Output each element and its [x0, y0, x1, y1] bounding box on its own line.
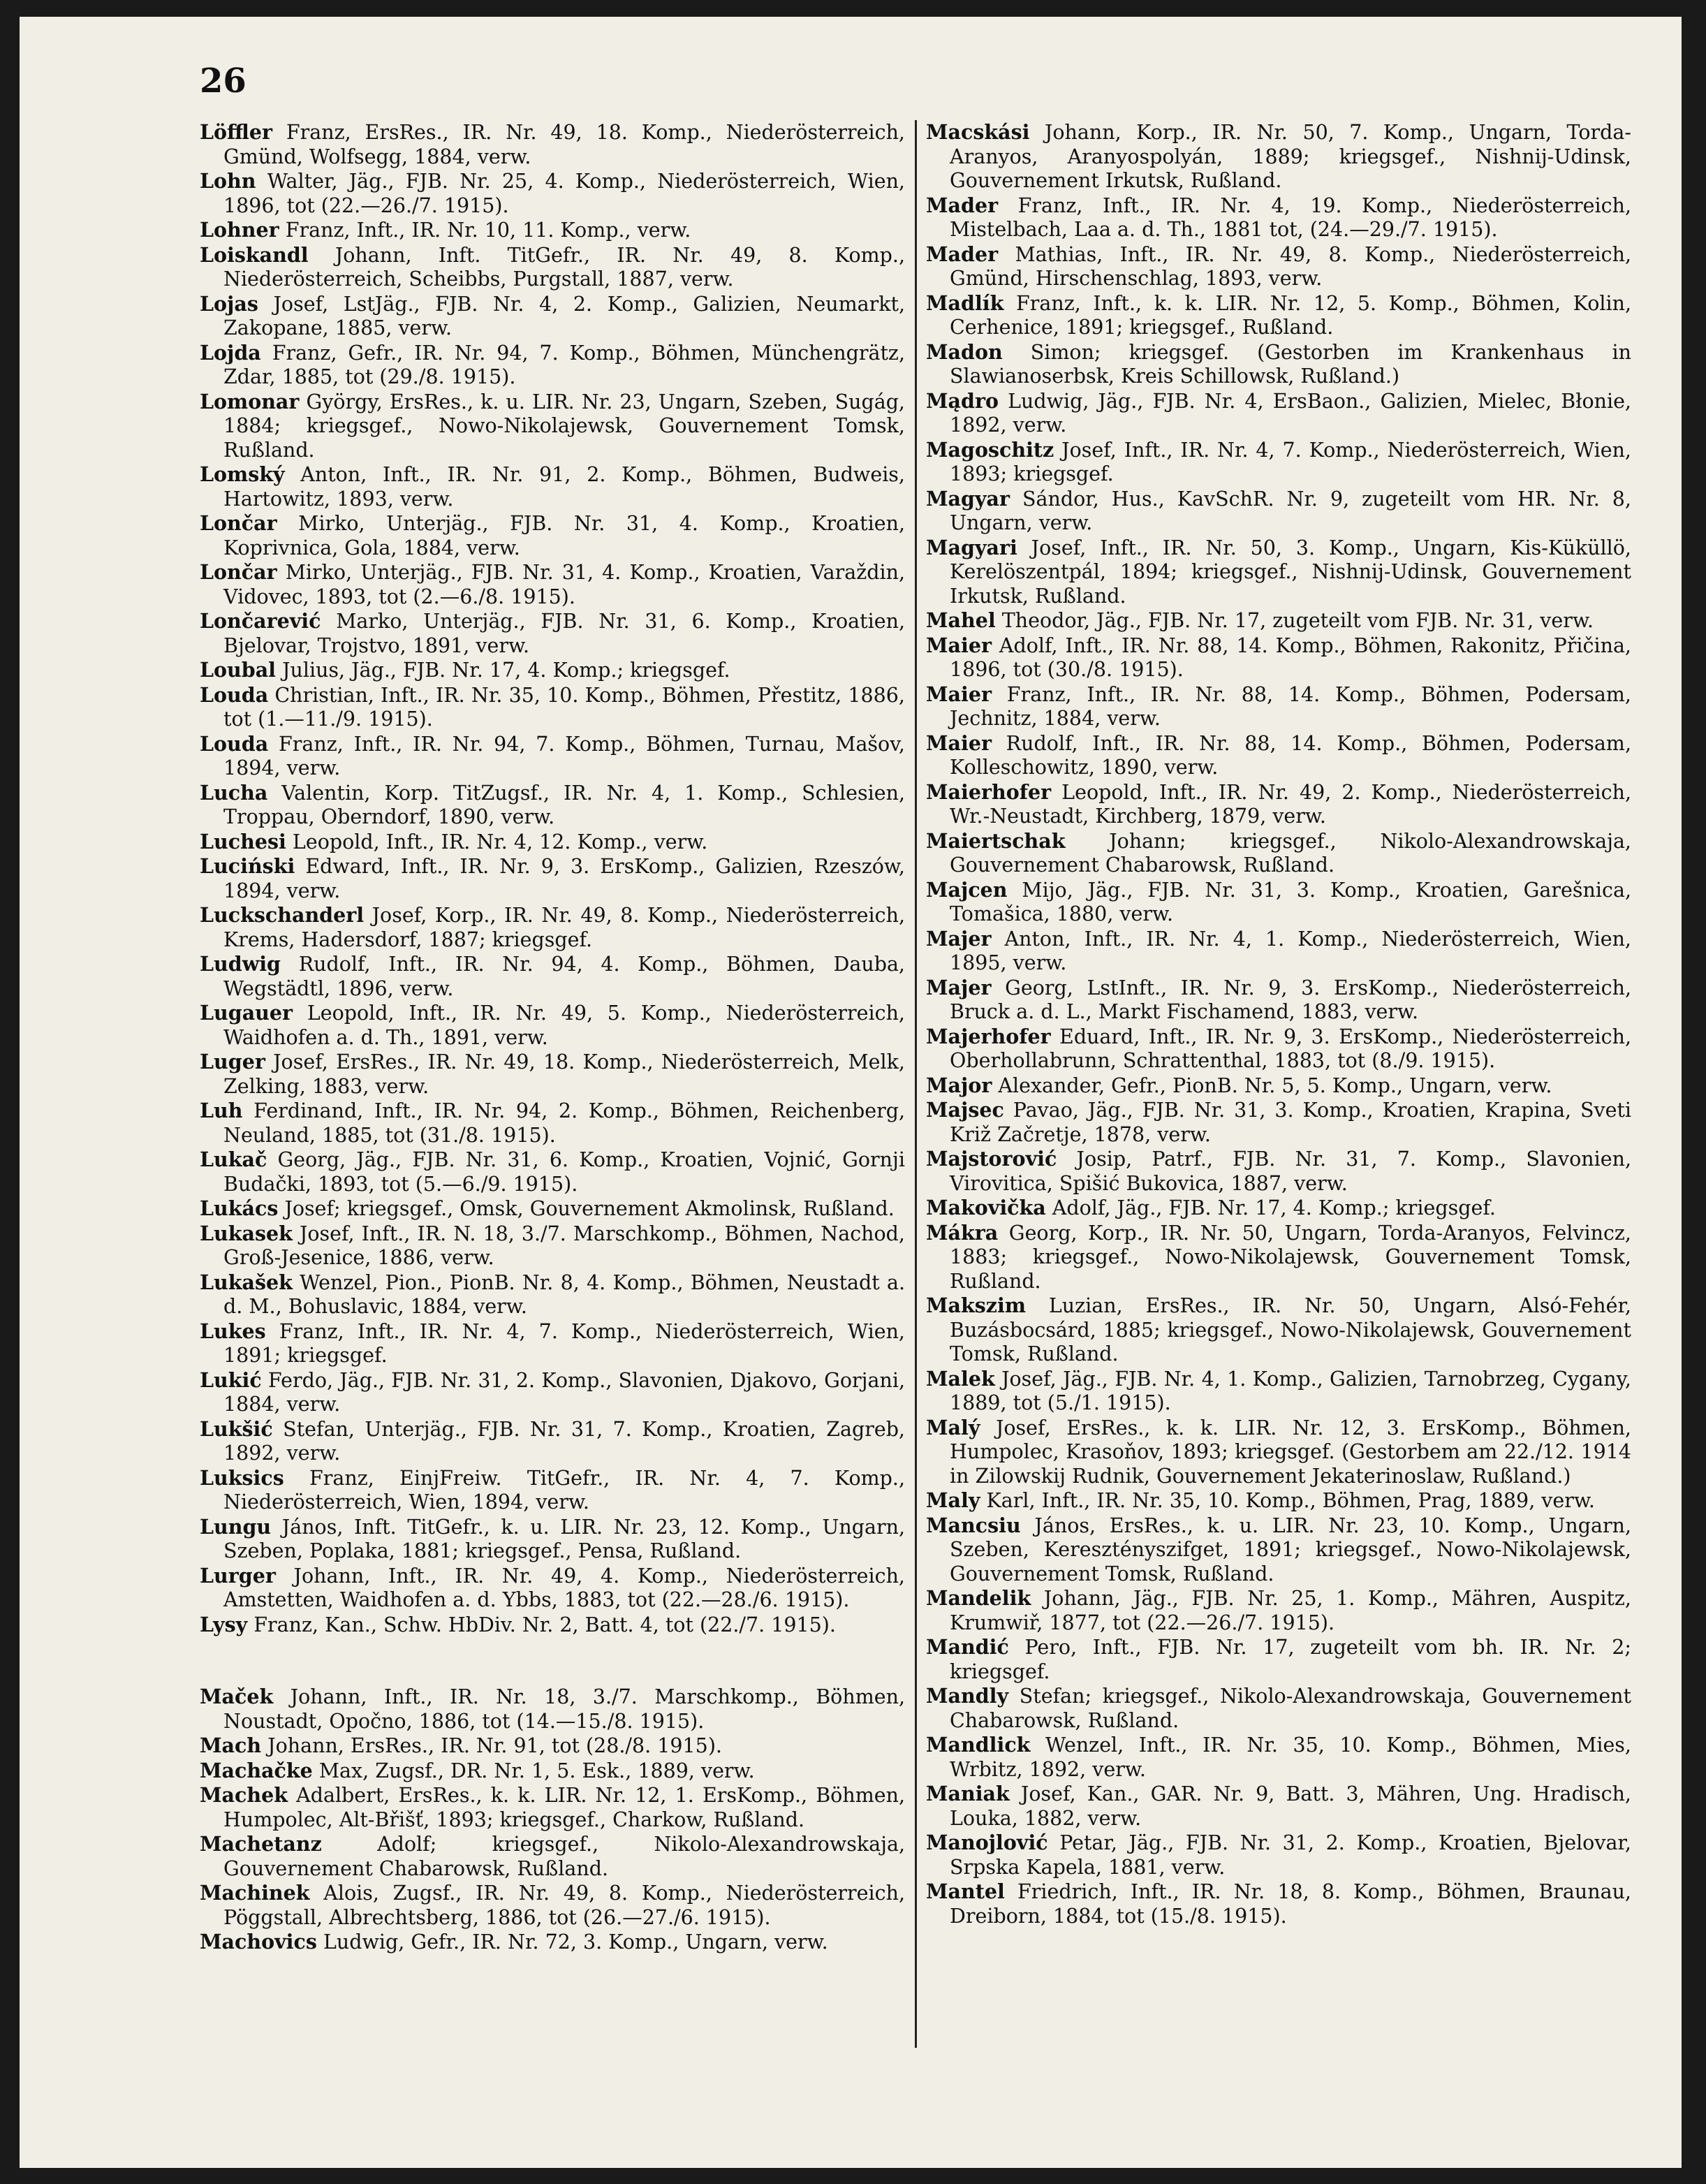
entry-details: Marko, Unterjäg., FJB. Nr. 31, 6. Komp., Kroatien, Bjelovar, Trojstvo, 1891, verw. — [223, 610, 906, 657]
register-entry — [926, 1221, 1631, 1294]
register-entry — [200, 1734, 905, 1759]
register-entry — [926, 1635, 1631, 1684]
section-gap — [200, 1637, 905, 1685]
entry-surname: Lungu — [200, 1514, 272, 1539]
entry-details: Ludwig, Jäg., FJB. Nr. 4, ErsBaon., Galizien, Mielec, Błonie, 1892, verw. — [950, 389, 1631, 437]
entry-surname: Mantel — [926, 1879, 1005, 1903]
entry-list-right — [926, 120, 1631, 1928]
register-entry — [200, 1319, 905, 1368]
entry-surname: Lukes — [200, 1319, 266, 1343]
entry-details: Ferdinand, Inft., IR. Nr. 94, 2. Komp., Böhmen, Reichenberg, Neuland, 1885, tot (31./8. 1915). — [223, 1099, 905, 1147]
entry-surname: Luchesi — [200, 829, 286, 853]
entry-details: Georg, Jäg., FJB. Nr. 31, 6. Komp., Kroatien, Vojnić, Gornji Budački, 1893, tot (5.—6./9. 1915). — [223, 1148, 905, 1196]
entry-details: Josef, Inft., IR. Nr. 4, 7. Komp., Niederösterreich, Wien, 1893; kriegsgef. — [950, 438, 1631, 485]
register-entry — [926, 927, 1631, 976]
register-entry — [926, 608, 1631, 633]
entry-list-l-group — [200, 120, 905, 1637]
entry-surname: Machačke — [200, 1758, 313, 1782]
entry-surname: Mandelik — [926, 1586, 1031, 1610]
register-entry — [926, 340, 1631, 389]
entry-surname: Lojda — [200, 340, 261, 365]
entry-details: Rudolf, Inft., IR. Nr. 88, 14. Komp., Böhmen, Podersam, Kolleschowitz, 1890, verw. — [950, 731, 1632, 779]
entry-details: János, ErsRes., k. u. LIR. Nr. 23, 10. Komp., Ungarn, Szeben, Keresztényszifget, 1891; kriegsgef., Nowo-Nikolajewsk, Gouvernement Tomsk, Rußland. — [950, 1514, 1632, 1585]
register-entry — [200, 169, 905, 218]
register-entry — [200, 1417, 905, 1466]
register-entry — [926, 1586, 1631, 1635]
entry-surname: Machetanz — [200, 1832, 322, 1856]
entry-surname: Macskási — [926, 120, 1030, 144]
entry-details: Franz, Kan., Schw. HbDiv. Nr. 2, Batt. 4, tot (22./7. 1915). — [253, 1613, 836, 1636]
entry-surname: Maier — [926, 682, 992, 706]
entry-details: Walter, Jäg., FJB. Nr. 25, 4. Komp., Niederösterreich, Wien, 1896, tot (22.—26./7. 1915). — [223, 170, 905, 217]
register-entry — [926, 1879, 1631, 1928]
entry-surname: Luksics — [200, 1465, 284, 1490]
entry-surname: Major — [926, 1073, 992, 1097]
entry-details: Stefan, Unterjäg., FJB. Nr. 31, 7. Komp., Kroatien, Zagreb, 1892, verw. — [223, 1417, 905, 1465]
entry-details: Franz, Inft., k. k. LIR. Nr. 12, 5. Komp., Böhmen, Kolin, Cerhenice, 1891; kriegsgef., Rußland. — [950, 291, 1631, 339]
entry-surname: Lomský — [200, 462, 285, 486]
entry-surname: Maiertschak — [926, 828, 1066, 853]
entry-surname: Lukić — [200, 1368, 262, 1392]
entry-surname: Magyari — [926, 535, 1017, 559]
entry-details: Anton, Inft., IR. Nr. 4, 1. Komp., Niederösterreich, Wien, 1895, verw. — [950, 927, 1631, 974]
entry-details: Karl, Inft., IR. Nr. 35, 10. Komp., Böhmen, Prag, 1889, verw. — [986, 1489, 1595, 1512]
page-scan — [20, 17, 1682, 2168]
entry-surname: Lukács — [200, 1196, 279, 1220]
register-entry — [926, 242, 1631, 291]
entry-details: Mathias, Inft., IR. Nr. 49, 8. Komp., Niederösterreich, Gmünd, Hirschenschlag, 1893, verw. — [950, 242, 1632, 290]
entry-surname: Majer — [926, 926, 992, 951]
entry-surname: Majerhofer — [926, 1024, 1051, 1048]
register-entry — [200, 218, 905, 243]
register-entry — [926, 682, 1631, 731]
entry-details: János, Inft. TitGefr., k. u. LIR. Nr. 23, 12. Komp., Ungarn, Szeben, Poplaka, 1881; kriegsgef., Pensa, Rußland. — [223, 1515, 906, 1562]
register-entry — [926, 1782, 1631, 1831]
register-entry — [200, 560, 905, 609]
register-entry — [926, 1488, 1631, 1514]
entry-details: Rudolf, Inft., IR. Nr. 94, 4. Komp., Böhmen, Dauba, Wegstädtl, 1896, verw. — [223, 953, 905, 1000]
entry-surname: Lohn — [200, 169, 256, 193]
register-entry — [200, 1368, 905, 1417]
entry-surname: Mader — [926, 242, 999, 266]
entry-surname: Luckschanderl — [200, 903, 365, 927]
entry-details: Josip, Patrf., FJB. Nr. 31, 7. Komp., Slavonien, Virovitica, Spišić Bukovica, 1887, verw. — [950, 1148, 1631, 1195]
entry-surname: Lugauer — [200, 1001, 293, 1025]
entry-surname: Maly — [926, 1488, 980, 1512]
entry-surname: Majcen — [926, 877, 1008, 902]
entry-details: Leopold, Inft., IR. Nr. 4, 12. Komp., verw. — [292, 830, 708, 853]
register-entry — [200, 1881, 905, 1930]
entry-surname: Makovička — [926, 1196, 1046, 1219]
entry-details: Leopold, Inft., IR. Nr. 49, 5. Komp., Niederösterreich, Waidhofen a. d. Th., 1891, verw. — [223, 1002, 905, 1049]
entry-details: Valentin, Korp. TitZugsf., IR. Nr. 4, 1. Komp., Schlesien, Troppau, Oberndorf, 1890, verw. — [223, 781, 905, 828]
register-entry — [926, 536, 1631, 609]
register-entry — [926, 1831, 1631, 1879]
entry-details: Wenzel, Inft., IR. Nr. 35, 10. Komp., Böhmen, Mies, Wrbitz, 1892, verw. — [950, 1734, 1631, 1781]
register-entry — [926, 1733, 1631, 1782]
entry-surname: Luger — [200, 1050, 265, 1073]
entry-details: Leopold, Inft., IR. Nr. 49, 2. Komp., Niederösterreich, Wr.-Neustadt, Kirchberg, 1879, verw. — [950, 780, 1632, 828]
register-entry — [200, 390, 905, 463]
entry-details: Johann, Inft., IR. Nr. 49, 4. Komp., Niederösterreich, Amstetten, Waidhofen a. d. Ybbs, 1883, tot (22.—28./6. 1915). — [223, 1564, 905, 1611]
entry-details: Johann; kriegsgef., Nikolo-Alexandrowskaja, Gouvernement Chabarowsk, Rußland. — [950, 829, 1631, 877]
register-entry — [200, 1001, 905, 1050]
register-entry — [926, 1196, 1631, 1221]
entry-surname: Lukšić — [200, 1416, 273, 1441]
entry-details: Alois, Zugsf., IR. Nr. 49, 8. Komp., Niederösterreich, Pöggstall, Albrechtsberg, 1886, tot (26.—27./6. 1915). — [223, 1882, 906, 1929]
register-entry — [926, 1684, 1631, 1733]
entry-surname: Machek — [200, 1783, 288, 1807]
register-entry — [926, 1073, 1631, 1099]
register-entry — [200, 1783, 905, 1832]
register-entry — [926, 829, 1631, 878]
entry-surname: Maierhofer — [926, 779, 1052, 804]
entry-surname: Ludwig — [200, 952, 281, 976]
entry-surname: Louda — [200, 731, 269, 756]
entry-surname: Mandić — [926, 1635, 1009, 1659]
entry-details: Josef, Korp., IR. Nr. 49, 8. Komp., Niederösterreich, Krems, Hadersdorf, 1887; kriegsgef. — [223, 904, 905, 951]
entry-surname: Lukač — [200, 1148, 267, 1171]
entry-surname: Loiskandl — [200, 242, 309, 267]
entry-details: Luzian, ErsRes., IR. Nr. 50, Ungarn, Alsó-Fehér, Buzásbocsárd, 1885; kriegsgef., Nowo-Nikolajewsk, Gouvernement Tomsk, Rußland. — [950, 1294, 1631, 1365]
entry-surname: Malek — [926, 1366, 995, 1391]
register-entry — [926, 780, 1631, 829]
entry-details: Johann, Jäg., FJB. Nr. 25, 1. Komp., Mähren, Auspitz, Krumwiř, 1877, tot (22.—26./7. 1915). — [950, 1587, 1631, 1634]
entry-details: Johann, ErsRes., IR. Nr. 91, tot (28./8. 1915). — [267, 1734, 722, 1757]
entry-details: Mijo, Jäg., FJB. Nr. 31, 3. Komp., Kroatien, Garešnica, Tomašica, 1880, verw. — [950, 878, 1632, 925]
entry-surname: Mancsiu — [926, 1513, 1021, 1537]
entry-details: Petar, Jäg., FJB. Nr. 31, 2. Komp., Kroatien, Bjelovar, Srpska Kapela, 1881, verw. — [950, 1831, 1631, 1879]
register-entry — [926, 1025, 1631, 1073]
entry-surname: Mandly — [926, 1684, 1009, 1708]
register-entry — [926, 878, 1631, 927]
entry-surname: Mądro — [926, 388, 999, 413]
entry-details: Josef, Jäg., FJB. Nr. 4, 1. Komp., Galizien, Tarnobrzeg, Cygany, 1889, tot (5./1. 1915). — [950, 1367, 1631, 1414]
entry-surname: Lukasek — [200, 1221, 293, 1245]
entry-surname: Lysy — [200, 1612, 248, 1636]
register-entry — [200, 1148, 905, 1196]
entry-details: Franz, EinjFreiw. TitGefr., IR. Nr. 4, 7. Komp., Niederösterreich, Wien, 1894, verw. — [223, 1466, 905, 1514]
register-entry — [200, 1930, 905, 1955]
entry-details: Georg, LstInft., IR. Nr. 9, 3. ErsKomp., Niederösterreich, Bruck a. d. L., Markt Fischamend, 1883, verw. — [950, 976, 1631, 1023]
entry-details: Franz, Inft., IR. Nr. 10, 11. Komp., verw. — [285, 219, 691, 242]
entry-surname: Maier — [926, 731, 992, 755]
register-entry — [200, 1564, 905, 1613]
entry-surname: Madon — [926, 339, 1003, 364]
page-number: 26 — [200, 61, 247, 101]
register-entry — [200, 1196, 905, 1222]
register-entry — [926, 291, 1631, 340]
register-entry — [200, 1099, 905, 1148]
entry-details: Adolf, Jäg., FJB. Nr. 17, 4. Komp.; kriegsgef. — [1052, 1196, 1496, 1219]
register-entry — [200, 781, 905, 830]
entry-surname: Mahel — [926, 608, 996, 632]
column-divider — [915, 120, 917, 2048]
entry-surname: Luh — [200, 1099, 243, 1122]
entry-details: Franz, Gefr., IR. Nr. 94, 7. Komp., Böhmen, Münchengrätz, Zdar, 1885, tot (29./8. 1915). — [223, 341, 906, 388]
register-entry — [200, 683, 905, 732]
entry-surname: Lončar — [200, 511, 277, 535]
register-entry — [200, 1050, 905, 1099]
entry-details: Sándor, Hus., KavSchR. Nr. 9, zugeteilt vom HR. Nr. 8, Ungarn, verw. — [950, 487, 1631, 534]
entry-surname: Lukašek — [200, 1270, 293, 1294]
register-entry — [200, 732, 905, 781]
register-entry — [200, 292, 905, 341]
entry-details: Johann, Inft. TitGefr., IR. Nr. 49, 8. Komp., Niederösterreich, Scheibbs, Purgstall, 1887, verw. — [223, 243, 906, 291]
entry-details: Franz, Inft., IR. Nr. 94, 7. Komp., Böhmen, Turnau, Mašov, 1894, verw. — [223, 732, 905, 779]
entry-details: Josef; kriegsgef., Omsk, Gouvernement Akmolinsk, Rußland. — [284, 1197, 895, 1220]
entry-details: Pavao, Jäg., FJB. Nr. 31, 3. Komp., Kroatien, Krapina, Sveti Križ Začretje, 1878, verw. — [950, 1099, 1632, 1146]
entry-surname: Loubal — [200, 658, 276, 682]
entry-details: Friedrich, Inft., IR. Nr. 18, 8. Komp., Böhmen, Braunau, Dreiborn, 1884, tot (15./8. 1915). — [950, 1880, 1631, 1928]
entry-details: Anton, Inft., IR. Nr. 91, 2. Komp., Böhmen, Budweis, Hartowitz, 1893, verw. — [223, 463, 905, 511]
entry-details: Josef, Inft., IR. N. 18, 3./7. Marschkomp., Böhmen, Nachod, Groß-Jesenice, 1886, verw. — [223, 1222, 905, 1269]
entry-details: Josef, Inft., IR. Nr. 50, 3. Komp., Ungarn, Kis-Küküllö, Kerelöszentpál, 1894; kriegsgef., Nishnij-Udinsk, Gouvernement Irkutsk, Rußland. — [950, 536, 1631, 608]
entry-details: Franz, Inft., IR. Nr. 4, 7. Komp., Niederösterreich, Wien, 1891; kriegsgef. — [223, 1319, 905, 1367]
entry-details: Mirko, Unterjäg., FJB. Nr. 31, 4. Komp., Kroatien, Koprivnica, Gola, 1884, verw. — [223, 512, 906, 559]
register-entry — [926, 1147, 1631, 1196]
entry-details: Mirko, Unterjäg., FJB. Nr. 31, 4. Komp., Kroatien, Varaždin, Vidovec, 1893, tot (2.—6./8. 1915). — [223, 561, 905, 608]
register-entry — [200, 1222, 905, 1270]
entry-surname: Machovics — [200, 1930, 317, 1954]
left-column — [200, 120, 905, 1955]
entry-surname: Makszim — [926, 1293, 1026, 1317]
entry-surname: Maniak — [926, 1782, 1010, 1805]
register-entry — [926, 487, 1631, 536]
register-entry — [200, 120, 905, 169]
register-entry — [926, 389, 1631, 438]
entry-surname: Lojas — [200, 291, 258, 316]
entry-surname: Lomonar — [200, 389, 300, 413]
register-entry — [200, 243, 905, 292]
register-entry — [200, 1466, 905, 1515]
register-entry — [926, 976, 1631, 1025]
entry-surname: Mader — [926, 193, 999, 217]
entry-details: Pero, Inft., FJB. Nr. 17, zugeteilt vom bh. IR. Nr. 2; kriegsgef. — [950, 1636, 1631, 1683]
entry-details: Simon; kriegsgef. (Gestorben im Krankenhaus in Slawianoserbsk, Kreis Schillowsk, Rußland.) — [950, 340, 1632, 388]
entry-details: György, ErsRes., k. u. LIR. Nr. 23, Ungarn, Szeben, Sugág, 1884; kriegsgef., Nowo-Nikolajewsk, Gouvernement Tomsk, Rußland. — [223, 390, 905, 462]
register-entry — [200, 658, 905, 683]
entry-details: Franz, Inft., IR. Nr. 4, 19. Komp., Niederösterreich, Mistelbach, Laa a. d. Th., 1881 tot, (24.—29./7. 1915). — [950, 193, 1632, 241]
entry-surname: Mandlick — [926, 1733, 1031, 1757]
entry-details: Alexander, Gefr., PionB. Nr. 5, 5. Komp., Ungarn, verw. — [998, 1073, 1552, 1097]
entry-surname: Luciński — [200, 854, 295, 878]
entry-surname: Magoschitz — [926, 437, 1054, 462]
entry-surname: Majer — [926, 975, 992, 999]
entry-details: Adolf, Inft., IR. Nr. 88, 14. Komp., Böhmen, Rakonitz, Přičina, 1896, tot (30./8. 1915). — [950, 633, 1631, 681]
register-entry — [200, 462, 905, 511]
entry-details: Franz, Inft., IR. Nr. 88, 14. Komp., Böhmen, Podersam, Jechnitz, 1884, verw. — [950, 682, 1631, 730]
register-entry — [926, 193, 1631, 242]
register-entry — [200, 1515, 905, 1564]
entry-surname: Löffler — [200, 120, 273, 144]
entry-surname: Majstorović — [926, 1147, 1057, 1171]
entry-details: Johann, Inft., IR. Nr. 18, 3./7. Marschkomp., Böhmen, Noustadt, Opočno, 1886, tot (14.—15./8. 1915). — [223, 1685, 906, 1733]
register-entry — [200, 903, 905, 952]
entry-details: Ferdo, Jäg., FJB. Nr. 31, 2. Komp., Slavonien, Djakovo, Gorjani, 1884, verw. — [223, 1368, 906, 1416]
entry-details: Georg, Korp., IR. Nr. 50, Ungarn, Torda-Aranyos, Felvincz, 1883; kriegsgef., Nowo-Nikolajewsk, Gouvernement Tomsk, Rußland. — [950, 1221, 1631, 1293]
register-entry — [200, 609, 905, 658]
register-entry — [200, 854, 905, 903]
entry-surname: Lurger — [200, 1563, 276, 1588]
entry-details: Adolf; kriegsgef., Nikolo-Alexandrowskaja, Gouvernement Chabarowsk, Rußland. — [223, 1833, 906, 1880]
entry-details: Franz, ErsRes., IR. Nr. 49, 18. Komp., Niederösterreich, Gmünd, Wolfsegg, 1884, verw. — [223, 121, 905, 168]
entry-surname: Magyar — [926, 486, 1010, 511]
entry-details: Josef, Kan., GAR. Nr. 9, Batt. 3, Mähren, Ung. Hradisch, Louka, 1882, verw. — [950, 1782, 1631, 1830]
register-entry — [926, 1367, 1631, 1416]
register-entry — [926, 633, 1631, 682]
entry-details: Julius, Jäg., FJB. Nr. 17, 4. Komp.; kriegsgef. — [282, 659, 730, 682]
entry-details: Wenzel, Pion., PionB. Nr. 8, 4. Komp., Böhmen, Neustadt a. d. M., Bohuslavic, 1884, verw. — [223, 1270, 905, 1318]
entry-details: Josef, LstJäg., FJB. Nr. 4, 2. Komp., Galizien, Neumarkt, Zakopane, 1885, verw. — [223, 292, 905, 339]
register-entry — [200, 830, 905, 855]
entry-surname: Louda — [200, 682, 269, 707]
entry-details: Johann, Korp., IR. Nr. 50, 7. Komp., Ungarn, Torda-Aranyos, Aranyospolyán, 1889; kriegsgef., Nishnij-Udinsk, Gouvernement Irkutsk, Rußland. — [950, 121, 1631, 192]
entry-surname: Majsec — [926, 1098, 1004, 1122]
register-entry — [200, 952, 905, 1001]
register-entry — [200, 1270, 905, 1319]
entry-details: Adalbert, ErsRes., k. k. LIR. Nr. 12, 1. ErsKomp., Böhmen, Humpolec, Alt-Břišť, 1893; kriegsgef., Charkow, Rußland. — [223, 1784, 906, 1831]
entry-details: Edward, Inft., IR. Nr. 9, 3. ErsKomp., Galizien, Rzeszów, 1894, verw. — [223, 855, 905, 902]
entry-surname: Lončarević — [200, 609, 321, 633]
register-entry — [926, 438, 1631, 487]
entry-surname: Lucha — [200, 780, 268, 805]
entry-details: Theodor, Jäg., FJB. Nr. 17, zugeteilt vom FJB. Nr. 31, verw. — [1001, 609, 1594, 632]
register-entry — [926, 731, 1631, 780]
entry-details: Josef, ErsRes., IR. Nr. 49, 18. Komp., Niederösterreich, Melk, Zelking, 1883, verw. — [223, 1050, 905, 1098]
entry-surname: Malý — [926, 1415, 980, 1439]
entry-surname: Mach — [200, 1734, 262, 1757]
register-entry — [926, 120, 1631, 193]
register-entry — [200, 1832, 905, 1881]
entry-surname: Machinek — [200, 1881, 310, 1905]
entry-surname: Mákra — [926, 1220, 999, 1245]
entry-details: Christian, Inft., IR. Nr. 35, 10. Komp., Böhmen, Přestitz, 1886, tot (1.—11./9. 1915). — [223, 683, 905, 731]
register-entry — [200, 1613, 905, 1638]
entry-surname: Maier — [926, 633, 992, 657]
entry-details: Josef, ErsRes., k. k. LIR. Nr. 12, 3. ErsKomp., Böhmen, Humpolec, Krasoňov, 1893; kriegsgef. (Gestorbem am 22./12. 1914 in Zilowskij Rudnik, Gouvernement Jekaterinoslaw, Rußland.) — [950, 1416, 1631, 1488]
entry-list-m-group — [200, 1685, 905, 1955]
entry-surname: Lončar — [200, 560, 277, 584]
entry-surname: Madlík — [926, 291, 1004, 315]
entry-details: Max, Zugsf., DR. Nr. 1, 5. Esk., 1889, verw. — [318, 1759, 755, 1782]
entry-surname: Manojlović — [926, 1831, 1048, 1854]
register-entry — [926, 1098, 1631, 1147]
entry-details: Eduard, Inft., IR. Nr. 9, 3. ErsKomp., Niederösterreich, Oberhollabrunn, Schrattenthal, 1883, tot (8./9. 1915). — [950, 1025, 1632, 1072]
entry-details: Ludwig, Gefr., IR. Nr. 72, 3. Komp., Ungarn, verw. — [323, 1930, 828, 1954]
register-entry — [200, 1685, 905, 1734]
register-entry — [926, 1416, 1631, 1489]
register-entry — [926, 1293, 1631, 1367]
register-entry — [200, 511, 905, 560]
register-entry — [200, 341, 905, 390]
entry-surname: Lohner — [200, 218, 279, 242]
register-entry — [926, 1514, 1631, 1587]
right-column — [926, 120, 1631, 1928]
entry-details: Stefan; kriegsgef., Nikolo-Alexandrowskaja, Gouvernement Chabarowsk, Rußland. — [950, 1685, 1631, 1732]
register-entry — [200, 1759, 905, 1784]
entry-surname: Maček — [200, 1685, 274, 1708]
